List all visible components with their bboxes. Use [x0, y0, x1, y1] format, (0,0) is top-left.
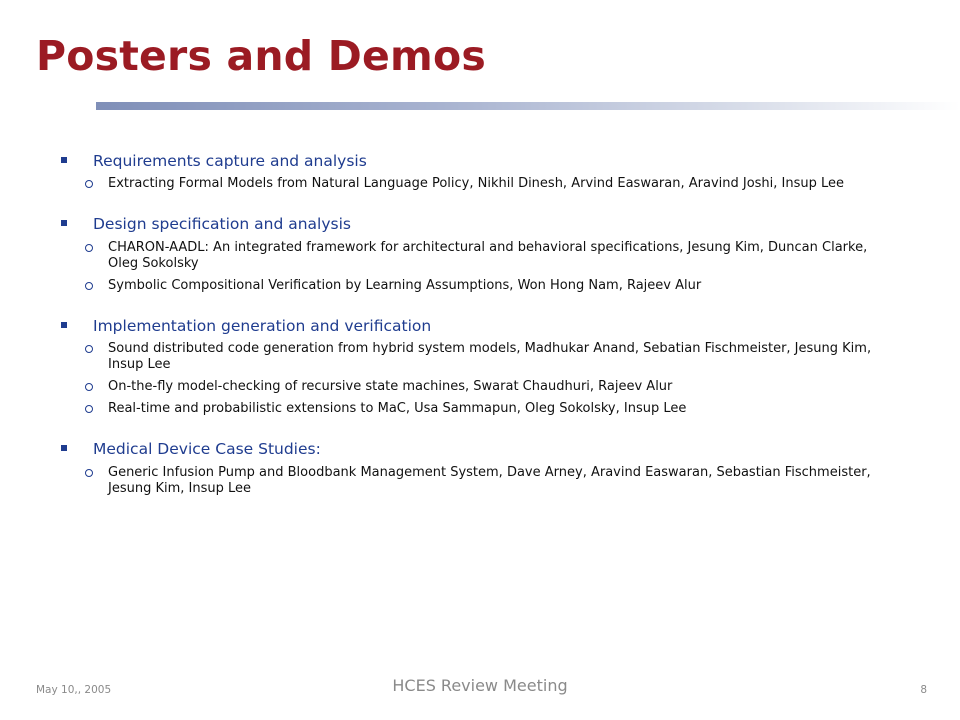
- section-design: [60, 215, 900, 293]
- list-item: [60, 176, 900, 192]
- list-item-text: CHARON-AADL: An integrated framework for architectural and behavioral specifications, Jesung Kim, Duncan Clarke, Oleg Sokolsky: [108, 239, 868, 271]
- section-heading: [60, 440, 900, 459]
- ring-bullet-icon: [85, 180, 93, 188]
- square-bullet-icon: [61, 220, 67, 226]
- section-heading-text: Requirements capture and analysis: [93, 152, 367, 170]
- section-heading-text: Design specification and analysis: [93, 215, 351, 234]
- list-item-text: On-the-fly model-checking of recursive state machines, Swarat Chaudhuri, Rajeev Alur: [108, 379, 673, 395]
- section-heading-text: Medical Device Case Studies:: [93, 440, 321, 459]
- list-item: [60, 341, 900, 373]
- ring-bullet-icon: [85, 345, 93, 353]
- ring-bullet-icon: [85, 405, 93, 413]
- page-number: 8: [920, 684, 927, 696]
- list-item-text: Sound distributed code generation from hybrid system models, Madhukar Anand, Sebatian Fischmeister, Jesung Kim, Insup Lee: [108, 341, 872, 373]
- list-item: [60, 465, 900, 497]
- square-bullet-icon: [61, 322, 67, 328]
- ring-bullet-icon: [85, 469, 93, 477]
- section-item-list: [60, 240, 900, 294]
- footer-date: May 10,, 2005: [36, 684, 112, 696]
- list-item-text: Extracting Formal Models from Natural Language Policy, Nikhil Dinesh, Arvind Easwaran, Aravind Joshi, Insup Lee: [108, 176, 845, 192]
- section-heading-text: Implementation generation and verification: [93, 316, 432, 335]
- section-heading: [60, 152, 900, 171]
- square-bullet-icon: [61, 445, 67, 451]
- list-item-text: Real-time and probabilistic extensions to MaC, Usa Sammapun, Oleg Sokolsky, Insup Lee: [108, 401, 687, 417]
- footer-title: HCES Review Meeting: [392, 676, 568, 695]
- ring-bullet-icon: [85, 244, 93, 252]
- list-item: [60, 401, 900, 417]
- list-item-text: Symbolic Compositional Verification by Learning Assumptions, Won Hong Nam, Rajeev Alur: [108, 277, 702, 293]
- list-item: [60, 278, 900, 294]
- slide-content: [60, 152, 900, 520]
- section-heading: [60, 215, 900, 234]
- list-item-text: Generic Infusion Pump and Bloodbank Management System, Dave Arney, Aravind Easwaran, Sebastian Fischmeister, Jesung Kim, Insup Lee: [108, 464, 871, 496]
- title-underline-divider: [96, 102, 960, 110]
- list-item: [60, 379, 900, 395]
- square-bullet-icon: [61, 157, 67, 163]
- slide-title: Posters and Demos: [36, 32, 486, 80]
- section-medical: [60, 440, 900, 496]
- section-item-list: [60, 341, 900, 417]
- ring-bullet-icon: [85, 282, 93, 290]
- section-implementation: [60, 317, 900, 417]
- section-requirements: [60, 152, 900, 192]
- section-item-list: [60, 465, 900, 497]
- ring-bullet-icon: [85, 383, 93, 391]
- list-item: [60, 240, 900, 272]
- section-item-list: [60, 176, 900, 192]
- section-heading: [60, 317, 900, 336]
